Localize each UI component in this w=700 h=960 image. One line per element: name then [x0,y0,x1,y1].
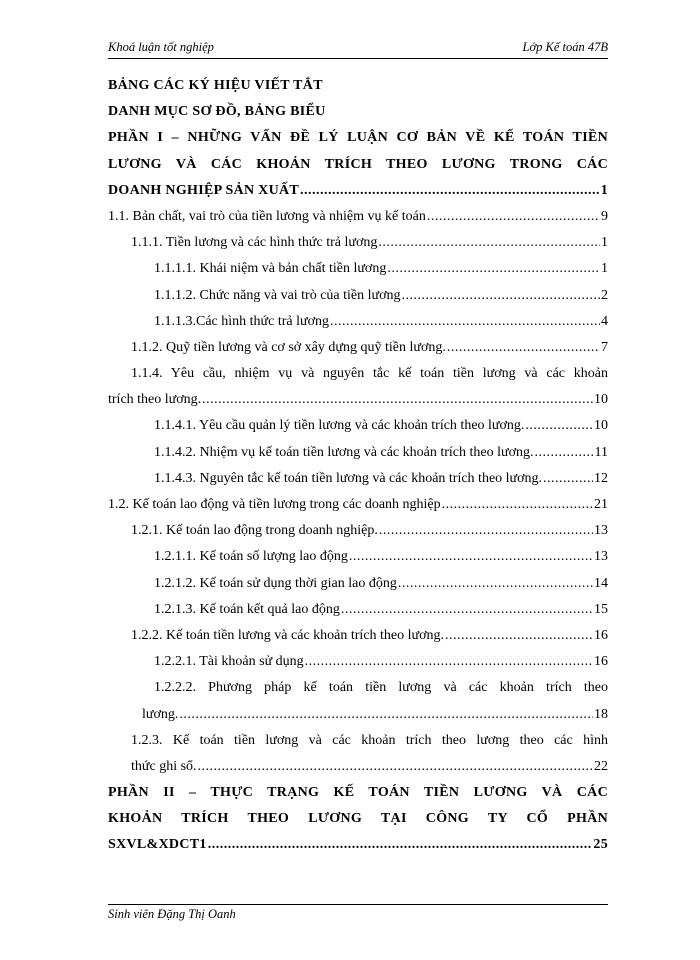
toc-entry-1-2-3-line1: 1.2.3. Kế toán tiền lương và các khoản trích theo lương theo các hình [131,732,608,748]
page-header [108,40,608,59]
toc-part1-entry [108,183,608,209]
toc-entry-1-2-1: 1.2.1. Kế toán lao động trong doanh nghiệp. ..... 13 [108,523,608,549]
toc-entry-1-2-3: thức ghi sổ. ..... 22 [108,759,608,785]
toc-part2-line3: SXVL&XDCT1 [108,837,207,853]
toc-page: 25 [593,837,608,853]
toc-entry-1-1-1-1: 1.1.1.1. Khái niệm và bản chất tiền lương ..... 1 [108,261,608,287]
toc-page: 1 [600,182,608,198]
toc-entry-1-1-4-1: 1.1.4.1. Yêu cầu quản lý tiền lương và các khoản trích theo lương. ..... 10 [108,418,608,444]
toc-entry-1-2: 1.2. Kế toán lao động và tiền lương trong các doanh nghiệp ..... 21 [108,497,608,523]
toc-entry-1-2-2-2: lương. ..... 18 [108,707,608,733]
toc-part2-line2: KHOẢN TRÍCH THEO LƯƠNG TẠI CÔNG TY CỔ PHẦN [108,811,608,827]
header-right: Lớp Kế toán 47B [522,40,608,54]
toc-entry-1-2-2-1: 1.2.2.1. Tài khoản sử dụng ..... 16 [108,654,608,680]
toc-abbreviations: BẢNG CÁC KÝ HIỆU VIẾT TẮT [108,78,323,93]
toc-entry-1-2-1-3: 1.2.1.3. Kế toán kết quả lao động ..... 15 [108,602,608,628]
toc-entry-1-2-1-1: 1.2.1.1. Kế toán số lượng lao động ..... 13 [108,549,608,575]
toc-entry-1-1-2: 1.1.2. Quỹ tiền lương và cơ sở xây dựng quỹ tiền lương. ..... 7 [108,340,608,366]
header-left: Khoá luận tốt nghiệp [108,40,214,54]
toc-entry-1-1-4-line1: 1.1.4. Yêu cầu, nhiệm vụ và nguyên tắc kế toán tiền lương và các khoản [131,366,608,382]
table-of-contents [108,78,608,864]
page-footer: Sinh viên Đặng Thị Oanh [108,904,608,922]
toc-part2-entry [108,837,608,863]
toc-figures-list: DANH MỤC SƠ ĐỒ, BẢNG BIỂU [108,104,326,120]
toc-entry-1-1-4: trích theo lương. ..... 10 [108,392,608,418]
toc-entry-1-1-4-3: 1.1.4.3. Nguyên tắc kế toán tiền lương và các khoản trích theo lương. ..... 12 [108,471,608,497]
toc-part2-line1: PHẦN II – THỰC TRẠNG KẾ TOÁN TIỀN LƯƠNG VÀ CÁC [108,785,608,801]
toc-entry-1-2-1-2: 1.2.1.2. Kế toán sử dụng thời gian lao động ..... 14 [108,576,608,602]
toc-entry-1-1-1: 1.1.1. Tiền lương và các hình thức trả lương ..... 1 [108,235,608,261]
toc-entry-1-2-2-2-line1: 1.2.2.2. Phương pháp kế toán tiền lương và các khoản trích theo [154,680,608,696]
toc-part1-line3: DOANH NGHIỆP SẢN XUẤT [108,182,300,198]
toc-part1-line1: PHẦN I – NHỮNG VẤN ĐỀ LÝ LUẬN CƠ BẢN VỀ KẾ TOÁN TIỀN [108,130,608,146]
toc-entry-1-1: 1.1. Bản chất, vai trò của tiền lương và nhiệm vụ kế toán ..... 9 [108,209,608,235]
toc-part1-line2: LƯƠNG VÀ CÁC KHOẢN TRÍCH THEO LƯƠNG TRONG CÁC [108,156,608,172]
toc-entry-1-2-2: 1.2.2. Kế toán tiền lương và các khoản trích theo lương. ..... 16 [108,628,608,654]
toc-entry-1-1-1-2: 1.1.1.2. Chức năng và vai trò của tiền lương ..... 2 [108,288,608,314]
toc-entry-1-1-1-3: 1.1.1.3.Các hình thức trả lương ..... 4 [108,314,608,340]
toc-entry-1-1-4-2: 1.1.4.2. Nhiệm vụ kế toán tiền lương và các khoản trích theo lương. ..... 11 [108,445,608,471]
